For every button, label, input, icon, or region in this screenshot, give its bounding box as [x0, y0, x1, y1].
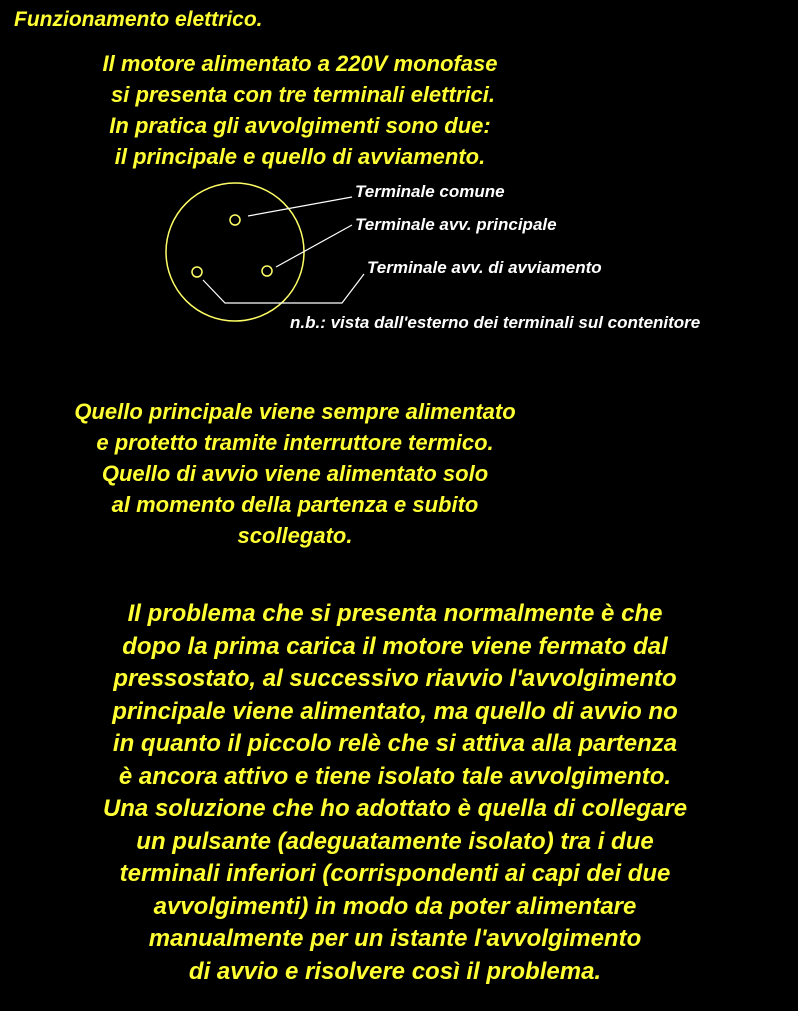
terminal-diagram-svg [0, 170, 798, 340]
leader-line-main [276, 225, 352, 267]
problem-line: terminali inferiori (corrispondenti ai capi dei due [119, 860, 671, 887]
problem-line: avvolgimenti) in modo da poter alimentare [153, 892, 637, 920]
diagram-note: n.b.: vista dall'esterno dei terminali sul contenitore [290, 313, 701, 332]
intro-line: il principale e quello di avviamento. [114, 144, 486, 169]
middle-line: e protetto tramite interruttore termico. [96, 430, 494, 455]
intro-paragraph [20, 48, 580, 172]
motor-housing-circle [166, 183, 304, 321]
problem-line: manualmente per un istante l'avvolgimento [148, 925, 642, 952]
problem-paragraph [20, 598, 770, 988]
label-terminal-main: Terminale avv. principale [355, 215, 557, 234]
terminal-start-winding [192, 267, 202, 277]
problem-line: principale viene alimentato, ma quello di avvio no [112, 697, 678, 725]
problem-line: Il problema che si presenta normalmente è che [127, 600, 663, 627]
problem-line: di avvio e risolvere così il problema. [188, 957, 602, 985]
problem-line: dopo la prima carica il motore viene fermato dal [122, 632, 668, 660]
terminal-diagram [0, 170, 798, 340]
intro-line: Il motore alimentato a 220V monofase [102, 51, 498, 76]
problem-line: è ancora attivo e tiene isolato tale avvolgimento. [118, 762, 672, 790]
middle-line: Quello di avvio viene alimentato solo [101, 461, 489, 486]
terminal-common [230, 215, 240, 225]
problem-line: Una soluzione che ho adottato è quella di collegare [102, 795, 688, 822]
intro-line: In pratica gli avvolgimenti sono due: [109, 113, 491, 138]
leader-line-bottom [203, 274, 364, 303]
page-title: Funzionamento elettrico. [14, 8, 263, 31]
intro-line: si presenta con tre terminali elettrici. [111, 82, 495, 107]
middle-line: Quello principale viene sempre alimentato [74, 399, 516, 424]
middle-paragraph [10, 396, 580, 551]
label-terminal-start: Terminale avv. di avviamento [367, 258, 602, 277]
label-terminal-common: Terminale comune [355, 182, 505, 201]
problem-line: in quanto il piccolo relè che si attiva alla partenza [112, 730, 678, 757]
problem-line: un pulsante (adeguatamente isolato) tra i due [136, 827, 654, 855]
leader-line-common [248, 197, 352, 216]
middle-line: scollegato. [237, 523, 353, 548]
problem-line: pressostato, al successivo riavvio l'avvolgimento [113, 665, 677, 692]
terminal-main-winding [262, 266, 272, 276]
middle-line: al momento della partenza e subito [111, 492, 479, 517]
